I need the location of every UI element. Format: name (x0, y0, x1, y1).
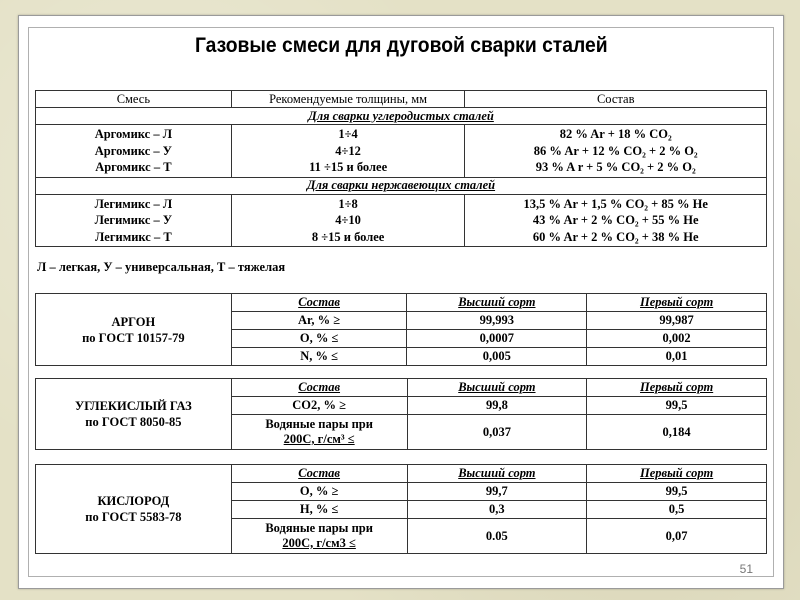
first-grade-cell: 0,07 (587, 519, 767, 554)
section-heading: Для сварки углеродистых сталей (36, 108, 767, 125)
table-row (36, 194, 767, 247)
mix-name: Легимикс – У (94, 213, 173, 227)
gas-standard: по ГОСТ 5583-78 (85, 510, 182, 524)
param-line: Водяные пары при (265, 417, 373, 431)
header-cell: Высший сорт (407, 465, 587, 483)
header-cell: Рекомендуемые толщины, мм (231, 91, 465, 108)
gas-name: УГЛЕКИСЛЫЙ ГАЗ (75, 399, 192, 413)
composition-cell (465, 194, 767, 247)
table-header-row (36, 465, 767, 483)
gas-name: АРГОН (111, 314, 156, 329)
composition-value: 86 % Ar + 12 % CO₂ + 2 % O₂ (533, 143, 698, 158)
top-grade-cell: 99,993 (407, 312, 587, 330)
first-grade-cell: 99,987 (587, 312, 767, 330)
carbon-dioxide-table (35, 378, 767, 450)
gas-name-cell (36, 465, 232, 554)
thickness-value: 1÷8 (338, 196, 358, 211)
table-row (36, 125, 767, 178)
param-cell (231, 415, 407, 450)
thickness-value: 4÷10 (335, 213, 361, 227)
table-header-row (36, 294, 767, 312)
param-line: 200С, г/см3 ≤ (282, 536, 356, 550)
argon-table (35, 293, 767, 366)
top-grade-cell: 0,005 (407, 348, 587, 366)
top-grade-cell: 99,7 (407, 483, 587, 501)
thickness-value: 1÷4 (338, 127, 358, 141)
top-grade-cell: 99,8 (407, 397, 587, 415)
first-grade-cell: 0,01 (587, 348, 767, 366)
header-cell: Состав (231, 379, 407, 397)
first-grade-cell: 0,184 (587, 415, 767, 450)
section-heading-row (36, 108, 767, 125)
top-grade-cell: 0,0007 (407, 330, 587, 348)
composition-value: 43 % Ar + 2 % CO₂ + 55 % He (532, 213, 699, 227)
param-cell (231, 519, 407, 554)
thickness-value: 8 ÷15 и более (311, 229, 385, 244)
mix-name: Аргомикс – Л (94, 127, 173, 141)
param-cell: N, % ≤ (231, 348, 407, 366)
header-cell: Первый сорт (587, 294, 767, 312)
header-cell: Состав (465, 91, 767, 108)
thickness-value: 11 ÷15 и более (309, 160, 388, 174)
header-cell: Высший сорт (407, 379, 587, 397)
top-grade-cell: 0,3 (407, 501, 587, 519)
param-line: 200С, г/см³ ≤ (283, 432, 355, 446)
section-heading: Для сварки нержавеющих сталей (36, 177, 767, 194)
header-cell: Состав (231, 294, 407, 312)
gas-name-cell (36, 379, 232, 450)
composition-cell (465, 125, 767, 178)
mix-name: Аргомикс – У (94, 143, 172, 158)
first-grade-cell: 99,5 (587, 397, 767, 415)
gas-name: КИСЛОРОД (97, 494, 170, 508)
gas-standard: по ГОСТ 8050-85 (85, 415, 182, 429)
param-cell: CO2, % ≥ (231, 397, 407, 415)
legend-note: Л – легкая, У – универсальная, Т – тяжелая (37, 260, 286, 274)
thickness-cell (231, 125, 465, 178)
header-cell: Состав (231, 465, 407, 483)
header-cell: Смесь (36, 91, 232, 108)
section-heading-row (36, 177, 767, 194)
page-title-text: Газовые смеси для дуговой сварки сталей (194, 34, 608, 57)
table-header-row (36, 91, 767, 108)
param-line: Водяные пары при (265, 521, 373, 535)
param-cell: O, % ≥ (231, 483, 407, 501)
gas-name-cell (36, 294, 232, 366)
mix-name: Аргомикс – Т (95, 160, 172, 174)
mix-names-cell (36, 125, 232, 178)
first-grade-cell: 0,002 (587, 330, 767, 348)
top-grade-cell: 0,037 (407, 415, 587, 450)
mix-names-cell (36, 194, 232, 247)
page-number: 51 (739, 562, 753, 576)
composition-value: 13,5 % Ar + 1,5 % CO₂ + 85 % He (523, 196, 708, 211)
composition-value: 93 % A r + 5 % CO₂ + 2 % O₂ (535, 160, 696, 174)
thickness-cell (231, 194, 465, 247)
table-header-row (36, 379, 767, 397)
thickness-value: 4÷12 (335, 143, 361, 158)
gas-standard: по ГОСТ 10157-79 (82, 330, 185, 345)
composition-value: 82 % Ar + 18 % CO₂ (559, 127, 672, 141)
header-cell: Высший сорт (407, 294, 587, 312)
param-cell: O, % ≤ (231, 330, 407, 348)
first-grade-cell: 0,5 (587, 501, 767, 519)
param-cell: H, % ≤ (231, 501, 407, 519)
top-grade-cell: 0.05 (407, 519, 587, 554)
first-grade-cell: 99,5 (587, 483, 767, 501)
oxygen-table (35, 464, 767, 554)
mix-name: Легимикс – Т (95, 229, 172, 244)
composition-value: 60 % Ar + 2 % CO₂ + 38 % He (532, 229, 699, 244)
header-cell: Первый сорт (587, 465, 767, 483)
gas-mix-table (35, 90, 767, 247)
header-cell: Первый сорт (587, 379, 767, 397)
page-title (19, 34, 783, 58)
slide (18, 15, 784, 589)
mix-name: Легимикс – Л (94, 196, 173, 211)
param-cell: Ar, % ≥ (231, 312, 407, 330)
